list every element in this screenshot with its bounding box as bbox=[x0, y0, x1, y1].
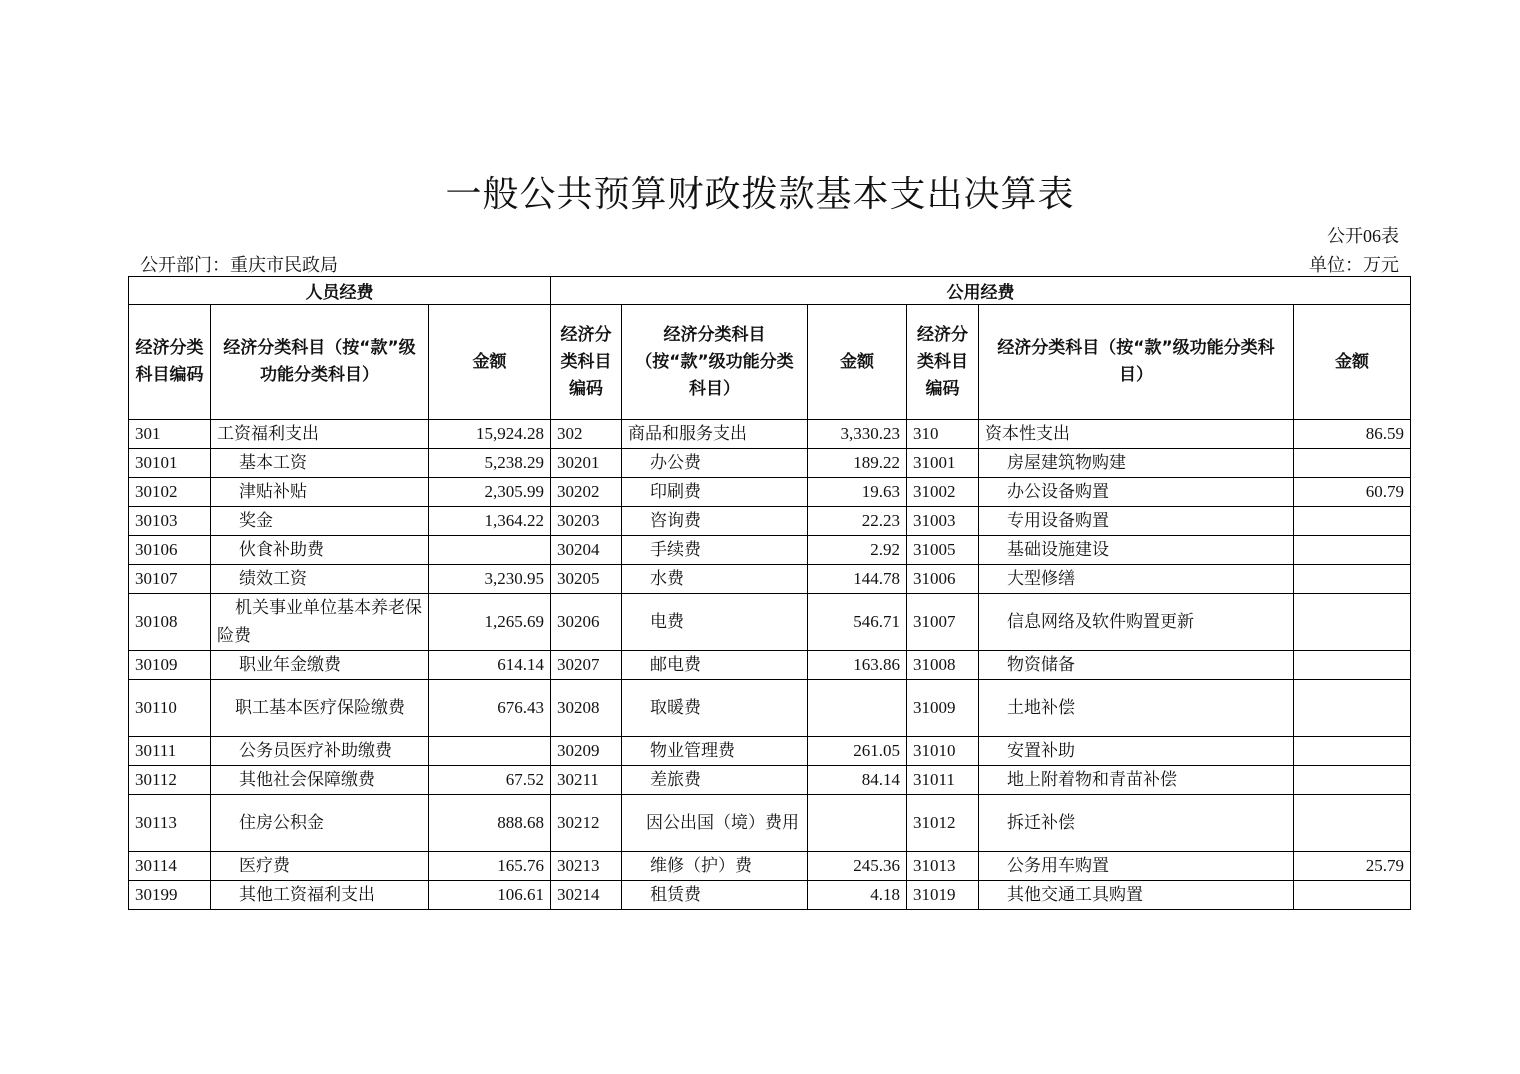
cell-code: 31013 bbox=[907, 852, 979, 881]
cell-amount bbox=[808, 680, 907, 737]
cell-code: 30107 bbox=[129, 565, 211, 594]
form-number: 公开06表 bbox=[1327, 226, 1399, 246]
table-row bbox=[129, 565, 1411, 594]
cell-name: 物资储备 bbox=[979, 651, 1294, 680]
cell-amount bbox=[1294, 680, 1411, 737]
cell-name: 取暖费 bbox=[622, 680, 808, 737]
table-row bbox=[129, 852, 1411, 881]
cell-amount: 4.18 bbox=[808, 881, 907, 910]
unit-label: 单位：万元 bbox=[1309, 255, 1399, 275]
cell-amount: 86.59 bbox=[1294, 420, 1411, 449]
cell-name: 安置补助 bbox=[979, 737, 1294, 766]
cell-amount: 67.52 bbox=[429, 766, 551, 795]
col-header-amount: 金额 bbox=[1294, 305, 1411, 420]
table-row bbox=[129, 680, 1411, 737]
table-row bbox=[129, 737, 1411, 766]
group-header-personnel: 人员经费 bbox=[129, 277, 551, 305]
cell-amount: 106.61 bbox=[429, 881, 551, 910]
page-title: 一般公共预算财政拨款基本支出决算表 bbox=[445, 174, 1075, 215]
cell-code: 30211 bbox=[551, 766, 622, 795]
cell-name: 手续费 bbox=[622, 536, 808, 565]
col-header-name: 经济分类科目（按“款”级功能分类科目） bbox=[211, 305, 429, 420]
table-row bbox=[129, 420, 1411, 449]
cell-amount bbox=[808, 795, 907, 852]
col-header-name: 经济分类科目（按“款”级功能分类科目） bbox=[979, 305, 1294, 420]
cell-name: 其他社会保障缴费 bbox=[211, 766, 429, 795]
cell-code: 30109 bbox=[129, 651, 211, 680]
cell-code: 30207 bbox=[551, 651, 622, 680]
cell-code: 30114 bbox=[129, 852, 211, 881]
cell-amount: 189.22 bbox=[808, 449, 907, 478]
cell-name: 其他交通工具购置 bbox=[979, 881, 1294, 910]
cell-amount bbox=[1294, 766, 1411, 795]
cell-name: 奖金 bbox=[211, 507, 429, 536]
table-row bbox=[129, 449, 1411, 478]
cell-amount: 22.23 bbox=[808, 507, 907, 536]
cell-name: 商品和服务支出 bbox=[622, 420, 808, 449]
col-header-name: 经济分类科目（按“款”级功能分类科目） bbox=[622, 305, 808, 420]
cell-code: 30203 bbox=[551, 507, 622, 536]
cell-amount bbox=[429, 737, 551, 766]
cell-name: 伙食补助费 bbox=[211, 536, 429, 565]
cell-amount: 676.43 bbox=[429, 680, 551, 737]
cell-code: 31012 bbox=[907, 795, 979, 852]
cell-name: 地上附着物和青苗补偿 bbox=[979, 766, 1294, 795]
cell-amount: 163.86 bbox=[808, 651, 907, 680]
cell-name: 住房公积金 bbox=[211, 795, 429, 852]
cell-code: 30204 bbox=[551, 536, 622, 565]
cell-code: 30208 bbox=[551, 680, 622, 737]
cell-amount: 2.92 bbox=[808, 536, 907, 565]
cell-amount: 60.79 bbox=[1294, 478, 1411, 507]
cell-amount bbox=[429, 536, 551, 565]
cell-amount: 245.36 bbox=[808, 852, 907, 881]
cell-name: 差旅费 bbox=[622, 766, 808, 795]
cell-code: 31001 bbox=[907, 449, 979, 478]
cell-amount bbox=[1294, 449, 1411, 478]
cell-code: 30103 bbox=[129, 507, 211, 536]
cell-code: 30201 bbox=[551, 449, 622, 478]
cell-amount: 3,230.95 bbox=[429, 565, 551, 594]
table-row bbox=[129, 536, 1411, 565]
cell-amount: 1,265.69 bbox=[429, 594, 551, 651]
cell-name: 物业管理费 bbox=[622, 737, 808, 766]
cell-amount bbox=[1294, 795, 1411, 852]
cell-amount bbox=[1294, 507, 1411, 536]
cell-name-text: 职工基本医疗保险缴费 bbox=[235, 698, 405, 717]
cell-code: 30202 bbox=[551, 478, 622, 507]
cell-name: 专用设备购置 bbox=[979, 507, 1294, 536]
cell-code: 30108 bbox=[129, 594, 211, 651]
cell-name bbox=[211, 680, 429, 737]
cell-amount: 15,924.28 bbox=[429, 420, 551, 449]
cell-code: 30205 bbox=[551, 565, 622, 594]
cell-name: 印刷费 bbox=[622, 478, 808, 507]
cell-code: 31011 bbox=[907, 766, 979, 795]
cell-name: 房屋建筑物购建 bbox=[979, 449, 1294, 478]
table-row bbox=[129, 651, 1411, 680]
cell-code: 302 bbox=[551, 420, 622, 449]
cell-amount: 84.14 bbox=[808, 766, 907, 795]
cell-amount bbox=[1294, 651, 1411, 680]
cell-name: 绩效工资 bbox=[211, 565, 429, 594]
cell-name: 土地补偿 bbox=[979, 680, 1294, 737]
table-row bbox=[129, 478, 1411, 507]
cell-code: 30199 bbox=[129, 881, 211, 910]
cell-code: 310 bbox=[907, 420, 979, 449]
cell-code: 30213 bbox=[551, 852, 622, 881]
cell-amount: 25.79 bbox=[1294, 852, 1411, 881]
cell-code: 30209 bbox=[551, 737, 622, 766]
cell-amount: 614.14 bbox=[429, 651, 551, 680]
cell-code: 30111 bbox=[129, 737, 211, 766]
cell-name: 租赁费 bbox=[622, 881, 808, 910]
cell-code: 31019 bbox=[907, 881, 979, 910]
table-row bbox=[129, 594, 1411, 651]
cell-code: 31009 bbox=[907, 680, 979, 737]
cell-amount: 144.78 bbox=[808, 565, 907, 594]
cell-amount bbox=[1294, 881, 1411, 910]
cell-code: 31005 bbox=[907, 536, 979, 565]
cell-amount: 19.63 bbox=[808, 478, 907, 507]
cell-code: 301 bbox=[129, 420, 211, 449]
cell-name: 工资福利支出 bbox=[211, 420, 429, 449]
cell-name: 基本工资 bbox=[211, 449, 429, 478]
cell-name: 职业年金缴费 bbox=[211, 651, 429, 680]
cell-name: 大型修缮 bbox=[979, 565, 1294, 594]
cell-name-text: 机关事业单位基本养老保险费 bbox=[217, 598, 422, 645]
cell-name: 医疗费 bbox=[211, 852, 429, 881]
cell-name: 信息网络及软件购置更新 bbox=[979, 594, 1294, 651]
cell-code: 30101 bbox=[129, 449, 211, 478]
cell-code: 31008 bbox=[907, 651, 979, 680]
cell-name: 资本性支出 bbox=[979, 420, 1294, 449]
cell-name: 公务员医疗补助缴费 bbox=[211, 737, 429, 766]
cell-amount: 546.71 bbox=[808, 594, 907, 651]
cell-amount: 5,238.29 bbox=[429, 449, 551, 478]
cell-name: 办公设备购置 bbox=[979, 478, 1294, 507]
cell-name: 公务用车购置 bbox=[979, 852, 1294, 881]
cell-code: 30106 bbox=[129, 536, 211, 565]
cell-amount: 165.76 bbox=[429, 852, 551, 881]
cell-code: 31003 bbox=[907, 507, 979, 536]
cell-code: 30113 bbox=[129, 795, 211, 852]
table-body bbox=[129, 420, 1411, 910]
cell-name-text: 因公出国（境）费用 bbox=[646, 813, 799, 832]
group-header-public: 公用经费 bbox=[551, 277, 1411, 305]
col-header-amount: 金额 bbox=[808, 305, 907, 420]
cell-amount: 3,330.23 bbox=[808, 420, 907, 449]
cell-code: 31006 bbox=[907, 565, 979, 594]
department-label: 公开部门：重庆市民政局 bbox=[140, 255, 338, 275]
cell-name: 电费 bbox=[622, 594, 808, 651]
table-row bbox=[129, 795, 1411, 852]
cell-amount: 2,305.99 bbox=[429, 478, 551, 507]
cell-name: 办公费 bbox=[622, 449, 808, 478]
col-header-amount: 金额 bbox=[429, 305, 551, 420]
cell-code: 30206 bbox=[551, 594, 622, 651]
cell-name: 津贴补贴 bbox=[211, 478, 429, 507]
cell-code: 30110 bbox=[129, 680, 211, 737]
cell-amount: 1,364.22 bbox=[429, 507, 551, 536]
cell-amount bbox=[1294, 594, 1411, 651]
cell-name: 水费 bbox=[622, 565, 808, 594]
cell-name: 拆迁补偿 bbox=[979, 795, 1294, 852]
cell-code: 30112 bbox=[129, 766, 211, 795]
cell-name bbox=[622, 795, 808, 852]
cell-name: 基础设施建设 bbox=[979, 536, 1294, 565]
cell-amount: 261.05 bbox=[808, 737, 907, 766]
cell-name bbox=[211, 594, 429, 651]
cell-code: 31010 bbox=[907, 737, 979, 766]
cell-amount bbox=[1294, 536, 1411, 565]
cell-code: 30212 bbox=[551, 795, 622, 852]
col-header-code: 经济分类科目编码 bbox=[129, 305, 211, 420]
cell-amount: 888.68 bbox=[429, 795, 551, 852]
cell-amount bbox=[1294, 737, 1411, 766]
table-row bbox=[129, 766, 1411, 795]
cell-code: 30214 bbox=[551, 881, 622, 910]
table-row bbox=[129, 507, 1411, 536]
expenditure-table bbox=[128, 276, 1411, 910]
cell-code: 31002 bbox=[907, 478, 979, 507]
cell-name: 咨询费 bbox=[622, 507, 808, 536]
cell-code: 31007 bbox=[907, 594, 979, 651]
cell-name: 其他工资福利支出 bbox=[211, 881, 429, 910]
cell-name: 邮电费 bbox=[622, 651, 808, 680]
table-row bbox=[129, 881, 1411, 910]
cell-name: 维修（护）费 bbox=[622, 852, 808, 881]
col-header-code: 经济分类科目编码 bbox=[551, 305, 622, 420]
cell-amount bbox=[1294, 565, 1411, 594]
col-header-code: 经济分类科目编码 bbox=[907, 305, 979, 420]
cell-code: 30102 bbox=[129, 478, 211, 507]
